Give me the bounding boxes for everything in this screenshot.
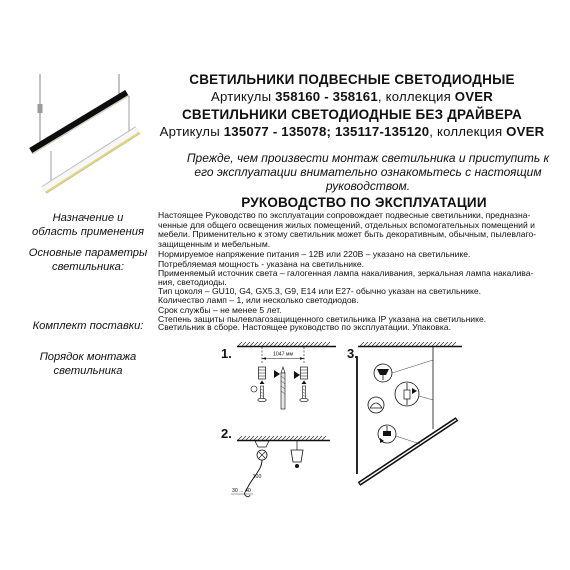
hatch-line — [286, 436, 290, 440]
cable-grip — [257, 450, 267, 460]
ceiling-hatch — [238, 436, 326, 440]
text-line: Светильник в сборе. Настоящее руководство по эксплуатации. Упаковка. — [158, 322, 451, 333]
label-kit — [27, 319, 149, 333]
step-1-number: 1. — [221, 346, 232, 361]
dimension-label: 1047 мм — [272, 351, 294, 358]
text-line: Настоящее Руководство по эксплуатации сопровождает подвесные светильники, предназна- — [158, 210, 531, 221]
hatch-line — [440, 342, 444, 346]
article-codes: 135117-135120 — [334, 123, 430, 139]
washer-icon — [251, 386, 257, 392]
text-purpose — [158, 211, 536, 249]
white-lamp-led-strip — [46, 133, 139, 193]
text-kit — [158, 323, 451, 333]
dimension-arrow-left — [262, 357, 266, 359]
hatch-line — [254, 342, 258, 346]
safety-notice — [168, 151, 568, 193]
leader-line — [396, 436, 420, 444]
hatch-line — [392, 342, 396, 346]
hatch-line — [306, 436, 310, 440]
hatch-line — [314, 342, 318, 346]
hatch-line — [278, 436, 282, 440]
hatch-line — [380, 342, 384, 346]
label-line: Основные параметры — [28, 247, 148, 259]
hatch-line — [294, 342, 298, 346]
label-line: Назначение и — [52, 212, 124, 224]
hatch-line — [242, 342, 246, 346]
text-line: Тип цоколя – GU10, G4, GX5.3, G9, E14 или E27- обычно указан на светильнике. — [158, 286, 482, 297]
articles-line-1 — [150, 88, 554, 105]
product-photo — [26, 72, 144, 210]
hatch-line — [310, 436, 314, 440]
collection-label: , коллекция — [429, 123, 503, 139]
text-line: Применяемый источник света – галогенная лампа накаливания, зеркальная лампа накалива- — [158, 267, 534, 278]
hatch-line — [266, 436, 270, 440]
lamp-body-highlight — [360, 420, 456, 484]
articles-line-2 — [150, 123, 554, 140]
hatch-line — [286, 342, 290, 346]
hatch-line — [266, 342, 270, 346]
collection-label: , коллекция — [377, 89, 451, 105]
pointer-arrow-icon — [274, 370, 280, 378]
text-line: Количество ламп – 1, или несколько светодиодов. — [158, 295, 359, 306]
article-separator: ; — [326, 123, 332, 139]
hatch-line — [322, 436, 326, 440]
range-label: 30 ... 40 — [232, 488, 251, 494]
hatch-line — [388, 342, 392, 346]
hatch-line — [270, 342, 274, 346]
hatch-line — [290, 342, 294, 346]
drill-bit — [281, 367, 285, 409]
text-line: защищенным и мебельным. — [158, 238, 271, 249]
mounting-cup-icon — [291, 450, 303, 462]
callout-canopy — [374, 364, 392, 382]
hatch-line — [246, 342, 250, 346]
text-line: Срок службы – не менее 5 лет. — [158, 304, 282, 315]
hatch-line — [282, 342, 286, 346]
hatch-line — [274, 342, 278, 346]
hatch-line — [400, 342, 404, 346]
ceiling-hatch — [238, 342, 330, 346]
hatch-line — [250, 342, 254, 346]
pointer-arrow-icon — [294, 371, 300, 379]
ceiling-hatch — [360, 342, 456, 346]
white-lamp-body — [44, 130, 138, 190]
label-purpose — [27, 211, 149, 239]
hatch-line — [298, 436, 302, 440]
hatch-line — [376, 342, 380, 346]
articles-label: Артикулы — [159, 123, 220, 139]
step-3-number: 3. — [347, 346, 358, 361]
label-mounting — [27, 350, 149, 378]
hatch-line — [290, 436, 294, 440]
notice-line: его эксплуатации внимательно ознакомьтесь с настоящим — [194, 165, 542, 179]
hatch-line — [428, 342, 432, 346]
hatch-line — [302, 342, 306, 346]
leader-line — [392, 360, 433, 373]
title-pendant-led: СВЕТИЛЬНИКИ ПОДВЕСНЫЕ СВЕТОДИОДНЫЕ — [189, 72, 515, 87]
hatch-line — [318, 436, 322, 440]
hatch-line — [298, 342, 302, 346]
title-led-no-driver: СВЕТИЛЬНИКИ СВЕТОДИОДНЫЕ БЕЗ ДРАЙВЕРА — [181, 106, 522, 122]
label-line: светильника — [53, 365, 123, 377]
hatch-line — [372, 342, 376, 346]
leader-line — [419, 396, 433, 400]
dowel-left — [259, 367, 266, 379]
label-line: светильника: — [51, 261, 124, 273]
hatch-line — [270, 436, 274, 440]
hatch-line — [262, 342, 266, 346]
hatch-line — [396, 342, 400, 346]
mounting-diagram — [210, 335, 470, 510]
hatch-line — [452, 342, 456, 346]
depth-label: 100 — [252, 474, 262, 480]
hatch-line — [258, 342, 262, 346]
callout-dome — [368, 397, 384, 413]
text-line: мебели. Применительно к этому светильник может быть декоративным, обычным, пылевлаго- — [158, 229, 537, 240]
screw-left — [258, 386, 266, 402]
text-line: ния, светодиоды. — [158, 277, 227, 287]
hatch-line — [444, 342, 448, 346]
article-codes: 135077 - 135078 — [223, 123, 327, 139]
hatch-line — [302, 436, 306, 440]
step-1-illustration — [221, 342, 336, 409]
hatch-line — [384, 342, 388, 346]
hatch-line — [310, 342, 314, 346]
manual-title: РУКОВОДСТВО ПО ЭКСПЛУАТАЦИИ — [241, 195, 487, 210]
hatch-line — [306, 342, 310, 346]
step-2-number: 2. — [221, 426, 232, 441]
hatch-line — [408, 342, 412, 346]
hatch-line — [368, 342, 372, 346]
hatch-line — [246, 436, 250, 440]
collection-name: OVER — [506, 123, 545, 139]
hatch-line — [262, 436, 266, 440]
hatch-line — [412, 342, 416, 346]
hatch-line — [254, 436, 258, 440]
text-line: Степень защиты пылевлагозащищенного светильника IP указана на светильнике. — [158, 313, 487, 324]
collection-name: OVER — [454, 89, 493, 105]
label-line: Комплект поставки: — [32, 320, 144, 332]
hatch-line — [322, 342, 326, 346]
cable-adjuster — [38, 104, 43, 113]
text-line: Потребляемая мощность - указана на светильнике. — [158, 258, 365, 269]
hatch-line — [364, 342, 368, 346]
insert-arrow-icon — [260, 381, 265, 385]
label-parameters — [27, 246, 149, 274]
screw-right — [300, 386, 308, 402]
hatch-line — [282, 436, 286, 440]
hatch-line — [436, 342, 440, 346]
text-line: ченные для общего освещения жилых помещений, отдельных вспомогательных помещений и — [158, 219, 535, 230]
hatch-line — [314, 436, 318, 440]
hatch-line — [238, 436, 242, 440]
hatch-line — [258, 436, 262, 440]
hatch-line — [294, 436, 298, 440]
hatch-line — [448, 342, 452, 346]
dowel-right — [301, 367, 308, 379]
canopy-icon — [255, 441, 269, 447]
header-block — [150, 71, 554, 140]
hatch-line — [432, 342, 436, 346]
hatch-line — [404, 342, 408, 346]
insert-arrow-icon — [302, 381, 307, 385]
notice-line: Прежде, чем произвести монтаж светильника и приступить к — [186, 151, 550, 165]
hatch-line — [278, 342, 282, 346]
hatch-line — [274, 436, 278, 440]
step-3-illustration — [347, 342, 462, 484]
hatch-line — [318, 342, 322, 346]
callout-fixing — [378, 425, 396, 443]
hatch-line — [420, 342, 424, 346]
articles-label: Артикулы — [211, 89, 272, 105]
hatch-line — [326, 342, 330, 346]
hatch-line — [360, 342, 364, 346]
callout-cable-grip — [395, 382, 419, 406]
step-2-illustration — [221, 426, 330, 497]
hatch-line — [416, 342, 420, 346]
hatch-line — [238, 342, 242, 346]
hatch-line — [424, 342, 428, 346]
label-line: область применения — [32, 226, 144, 238]
text-parameters — [158, 250, 533, 324]
dimension-arrow-right — [300, 357, 304, 359]
hatch-line — [242, 436, 246, 440]
text-line: Нормируемое напряжение питания – 12В или 220В – указано на светильнике. — [158, 249, 471, 260]
notice-line: руководством. — [325, 179, 411, 193]
bolt-icon — [295, 464, 299, 468]
article-codes: 358160 - 358161 — [275, 89, 378, 105]
label-line: Порядок монтажа — [39, 351, 137, 363]
hatch-line — [250, 436, 254, 440]
